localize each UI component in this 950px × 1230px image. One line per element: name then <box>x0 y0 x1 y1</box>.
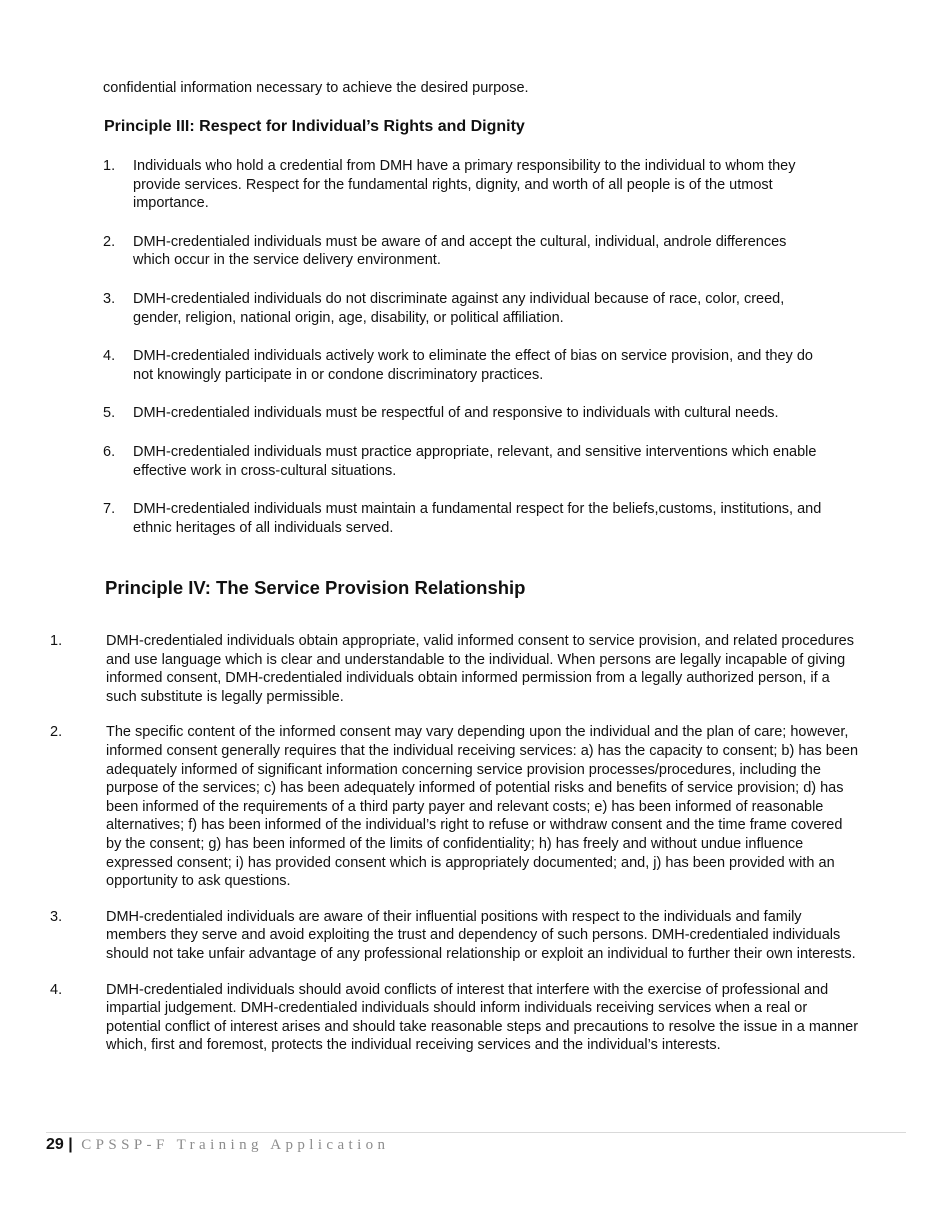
list-number: 1. <box>103 158 116 174</box>
list-text: DMH-credentialed individuals actively work to eliminate the effect of bias on service provision, and they do not knowingly participate in or condone discriminatory practices. <box>133 348 813 383</box>
principle-4-list <box>50 632 860 1072</box>
list-text: DMH-credentialed individuals obtain appropriate, valid informed consent to service provision, and related procedures and use language which is clear and understandable to the individual. When persons are legally incapable of giving informed consent, DMH-credentialed individuals obtain informed permission from a legally authorized person, if a such substitute is legally permissible. <box>106 633 854 705</box>
list-item <box>103 404 823 423</box>
list-item <box>103 347 823 384</box>
list-item <box>103 290 823 327</box>
list-text: DMH-credentialed individuals are aware of their influential positions with respect to the individuals and family members they serve and avoid exploiting the trust and dependency of such persons. DMH-credentialed individuals should not take unfair advantage of any professional relationship or exploit an individual to further their own interests. <box>106 908 856 962</box>
list-text: DMH-credentialed individuals must be respectful of and responsive to individuals with cultural needs. <box>133 405 779 422</box>
page-number: 29 <box>46 1136 64 1153</box>
list-number: 5. <box>103 405 116 422</box>
continued-paragraph: confidential information necessary to achieve the desired purpose. <box>103 80 529 96</box>
footer-divider <box>46 1132 906 1133</box>
list-text: DMH-credentialed individuals must maintain a fundamental respect for the beliefs,customs, institutions, and ethnic heritages of all individuals served. <box>133 501 822 536</box>
list-number: 4. <box>103 348 116 365</box>
list-item <box>50 723 860 890</box>
list-text: DMH-credentialed individuals must be aware of and accept the cultural, individual, androle differences which occur in the service delivery environment. <box>133 233 787 269</box>
list-item <box>50 981 860 1055</box>
list-item <box>50 632 860 706</box>
list-item <box>103 157 823 213</box>
list-text: DMH-credentialed individuals must practice appropriate, relevant, and sensitive interventions which enable effective work in cross-cultural situations. <box>133 443 817 479</box>
list-text: Individuals who hold a credential from DMH have a primary responsibility to the individual to whom they provide services. Respect for the fundamental rights, dignity, and worth of all people is of the utmost importance. <box>133 158 796 212</box>
list-item <box>103 500 823 537</box>
list-item <box>103 443 823 480</box>
principle-3-heading: Principle III: Respect for Individual’s Rights and Dignity <box>104 118 525 135</box>
principle-4-heading: Principle IV: The Service Provision Relationship <box>105 577 526 598</box>
list-number: 2. <box>103 233 116 250</box>
list-item <box>50 908 860 964</box>
list-text: DMH-credentialed individuals do not discriminate against any individual because of race, color, creed, gender, religion, national origin, age, disability, or political affiliation. <box>133 290 785 326</box>
footer-document-title: CPSSP-F Training Application <box>81 1137 390 1153</box>
list-number: 3. <box>103 290 116 307</box>
list-number: 4. <box>50 981 63 998</box>
list-item <box>103 233 823 270</box>
list-text: DMH-credentialed individuals should avoid conflicts of interest that interfere with the exercise of professional and impartial judgement. DMH-credentialed individuals should inform individuals receiving services when a real or potential conflict of interest arises and should take reasonable steps and precautions to resolve the issue in a manner which, first and foremost, protects the individual receiving services and the individual’s interests. <box>106 981 859 1054</box>
list-number: 7. <box>103 501 116 518</box>
list-text: The specific content of the informed consent may vary depending upon the individual and the plan of care; however, informed consent generally requires that the individual receiving services: a) has the capacity to consent; b) has been adequately informed of significant information concerning service provision processes/procedures, including the purpose of the services; c) has been adequately informed of potential risks and benefits of service provision; d) has been informed of the requirements of a third party payer and relevant costs; e) has been informed of reasonable alternatives; f) has been informed of the individual’s right to refuse or withdraw consent and the time frame covered by the consent; g) has been informed of the limits of confidentiality; h) has freely and without undue influence expressed consent; i) has provided consent which is appropriately documented; and, j) has been provided with an opportunity to ask questions. <box>106 724 859 890</box>
footer-separator: | <box>68 1136 73 1153</box>
list-number: 1. <box>50 633 63 649</box>
principle-3-list <box>103 157 823 557</box>
page-footer <box>46 1135 389 1155</box>
list-number: 2. <box>50 724 63 741</box>
list-number: 3. <box>50 908 63 925</box>
list-number: 6. <box>103 443 116 460</box>
